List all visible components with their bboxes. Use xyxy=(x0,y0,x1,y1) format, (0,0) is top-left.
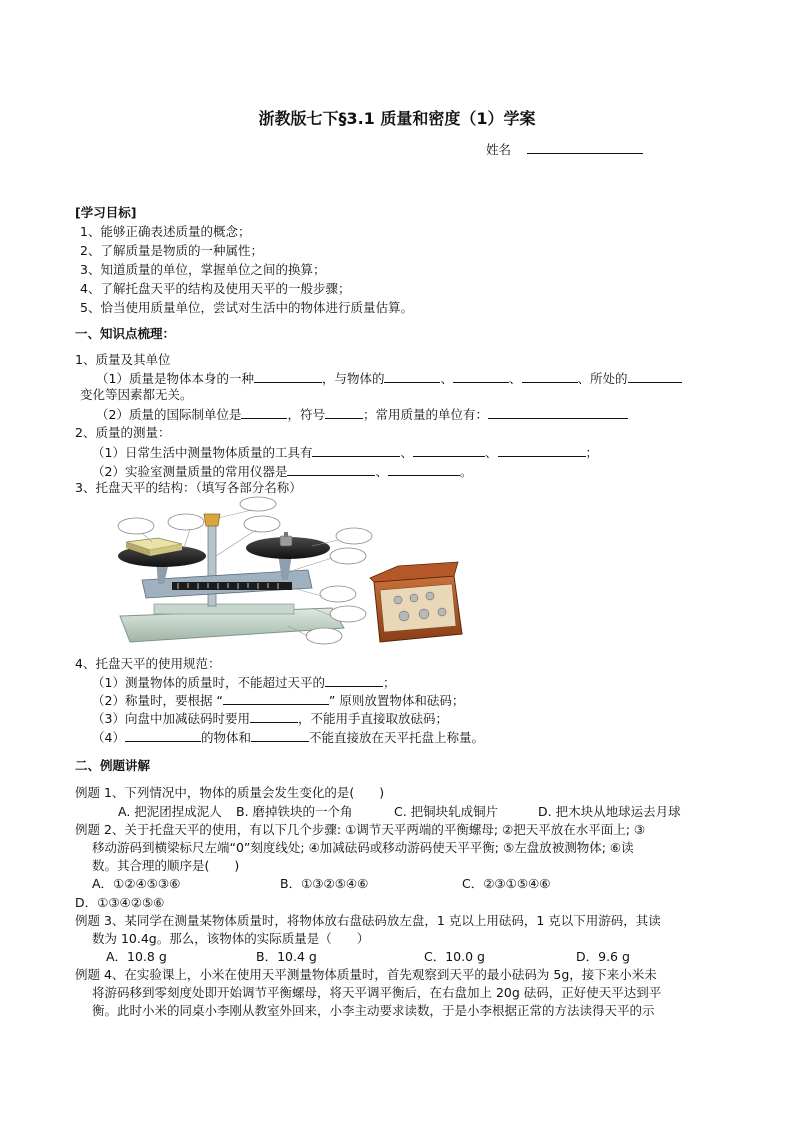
blank[interactable] xyxy=(125,729,201,742)
q2-line2: （2）实验室测量质量的常用仪器是 、 。 xyxy=(92,464,473,479)
name-line xyxy=(486,141,643,158)
ex1-stem: 例题 1、下列情况中，物体的质量会发生变化的是( ) xyxy=(75,785,385,800)
base-top xyxy=(154,604,294,614)
blank[interactable] xyxy=(384,370,440,383)
blank[interactable] xyxy=(628,370,682,383)
blank[interactable] xyxy=(250,710,298,723)
ex4-stem-line: 例题 4、在实验课上，小米在使用天平测量物体质量时，首先观察到天平的最小砝码为 5g，接下来小米未 xyxy=(75,967,657,982)
ex2-stem-line: 数。其合理的顺序是( ) xyxy=(92,858,240,873)
blank[interactable] xyxy=(287,463,375,476)
ex3-option-b[interactable]: B．10.4 g xyxy=(256,949,317,964)
ex3-option-a[interactable]: A．10.8 g xyxy=(106,949,167,964)
ex2-stem-line: 移动游码到横梁标尺左端“0”刻度线处; ④加减砝码或移动游码使天平平衡; ⑤左盘放被测物体; ⑥读 xyxy=(92,840,634,855)
ex1-option-d[interactable]: D. 把木块从地球运去月球 xyxy=(538,804,681,819)
label-bubble[interactable] xyxy=(118,518,154,534)
ex3-stem-line: 例题 3、某同学在测量某物体质量时，将物体放右盘砝码放左盘，1 克以上用砝码，1 克以下用游码，其读 xyxy=(75,913,661,928)
objective-item: 2、了解质量是物质的一种属性； xyxy=(80,243,263,258)
blank[interactable] xyxy=(312,444,400,457)
label-bubble[interactable] xyxy=(240,497,276,511)
blank[interactable] xyxy=(325,674,383,687)
ex1-option-a[interactable]: A. 把泥团捏成泥人 xyxy=(118,804,222,819)
q4-line1: （1）测量物体的质量时，不能超过天平的 ； xyxy=(92,675,396,690)
q1-line1-cont: 变化等因素都无关。 xyxy=(80,387,193,402)
blank[interactable] xyxy=(413,444,485,457)
label-bubble[interactable] xyxy=(320,586,356,602)
label-bubble[interactable] xyxy=(168,514,204,530)
ex4-stem-line: 将游码移到零刻度处即开始调节平衡螺母，将天平调平衡后，在右盘加上 20g 砝码，正好使天平达到平 xyxy=(92,985,662,1000)
q2-title: 2、质量的测量： xyxy=(75,425,171,440)
label-bubble[interactable] xyxy=(244,516,280,532)
ex3-option-d[interactable]: D．9.6 g xyxy=(576,949,630,964)
q3-title: 3、托盘天平的结构：（填写各部分名称） xyxy=(75,480,302,495)
label-bubble[interactable] xyxy=(330,548,366,564)
label-bubble[interactable] xyxy=(336,528,372,544)
blank[interactable] xyxy=(254,370,322,383)
blank[interactable] xyxy=(488,406,628,419)
blank[interactable] xyxy=(251,729,309,742)
blank[interactable] xyxy=(498,444,586,457)
objective-item: 1、能够正确表述质量的概念； xyxy=(80,224,251,239)
q4-line4: （4） 的物体和 不能直接放在天平托盘上称量。 xyxy=(92,730,484,745)
ex2-stem-line: 例题 2、关于托盘天平的使用，有以下几个步骤: ①调节天平两端的平衡螺母; ②把天平放在水平面上; ③ xyxy=(75,822,646,837)
blank[interactable] xyxy=(388,463,460,476)
section1-heading: 一、知识点梳理： xyxy=(75,326,176,341)
ex2-option-b[interactable]: B．①③②⑤④⑥ xyxy=(280,876,369,891)
page-title: 浙教版七下§3.1 质量和密度（1）学案 xyxy=(258,109,536,128)
blank[interactable] xyxy=(453,370,509,383)
objective-item: 4、了解托盘天平的结构及使用天平的一般步骤； xyxy=(80,281,351,296)
q4-line3: （3）向盘中加减砝码时要用 ，不能用手直接取放砝码； xyxy=(92,711,448,726)
weight xyxy=(280,536,292,546)
q4-title: 4、托盘天平的使用规范： xyxy=(75,656,221,671)
blank[interactable] xyxy=(522,370,578,383)
label-bubble[interactable] xyxy=(306,628,342,644)
pointer-knob xyxy=(204,514,220,526)
blank[interactable] xyxy=(325,406,363,419)
ex3-option-c[interactable]: C．10.0 g xyxy=(424,949,485,964)
q4-line2: （2）称量时，要根据 “ ” 原则放置物体和砝码； xyxy=(92,693,465,708)
q1-line2: （2）质量的国际制单位是 ，符号 ；常用质量的单位有： xyxy=(96,406,628,423)
objective-item: 3、知道质量的单位，掌握单位之间的换算； xyxy=(80,262,326,277)
blank[interactable] xyxy=(223,692,329,705)
ex2-option-c[interactable]: C．②③①⑤④⑥ xyxy=(462,876,551,891)
ex2-option-a[interactable]: A．①②④⑤③⑥ xyxy=(92,876,181,891)
beam-scale xyxy=(172,582,292,590)
tray-balance-figure xyxy=(112,496,472,656)
section2-heading: 二、例题讲解 xyxy=(75,758,151,773)
ex3-stem-line: 数为 10.4g。那么，该物体的实际质量是（ ） xyxy=(92,931,370,946)
objectives-heading: [学习目标] xyxy=(75,205,137,220)
label-bubble[interactable] xyxy=(330,606,366,622)
ex2-option-d[interactable]: D．①③④②⑤⑥ xyxy=(75,895,165,910)
ex4-stem-line: 衡。此时小米的同桌小李刚从教室外回来，小李主动要求读数，于是小李根据正常的方法读得天平的示 xyxy=(92,1003,655,1018)
name-label: 姓名 xyxy=(486,142,512,157)
q2-line1: （1）日常生活中测量物体质量的工具有 、 、 ； xyxy=(92,445,599,460)
ex1-option-c[interactable]: C. 把铜块轧成铜片 xyxy=(394,804,499,819)
name-blank[interactable] xyxy=(527,141,643,154)
objective-item: 5、恰当使用质量单位，尝试对生活中的物体进行质量估算。 xyxy=(80,300,413,315)
q1-line1: （1）质量是物体本身的一种 ，与物体的 、 、 、所处的 xyxy=(96,370,682,387)
blank[interactable] xyxy=(241,406,287,419)
ex1-option-b[interactable]: B. 磨掉铁块的一个角 xyxy=(236,804,353,819)
q1-title: 1、质量及其单位 xyxy=(75,352,171,367)
